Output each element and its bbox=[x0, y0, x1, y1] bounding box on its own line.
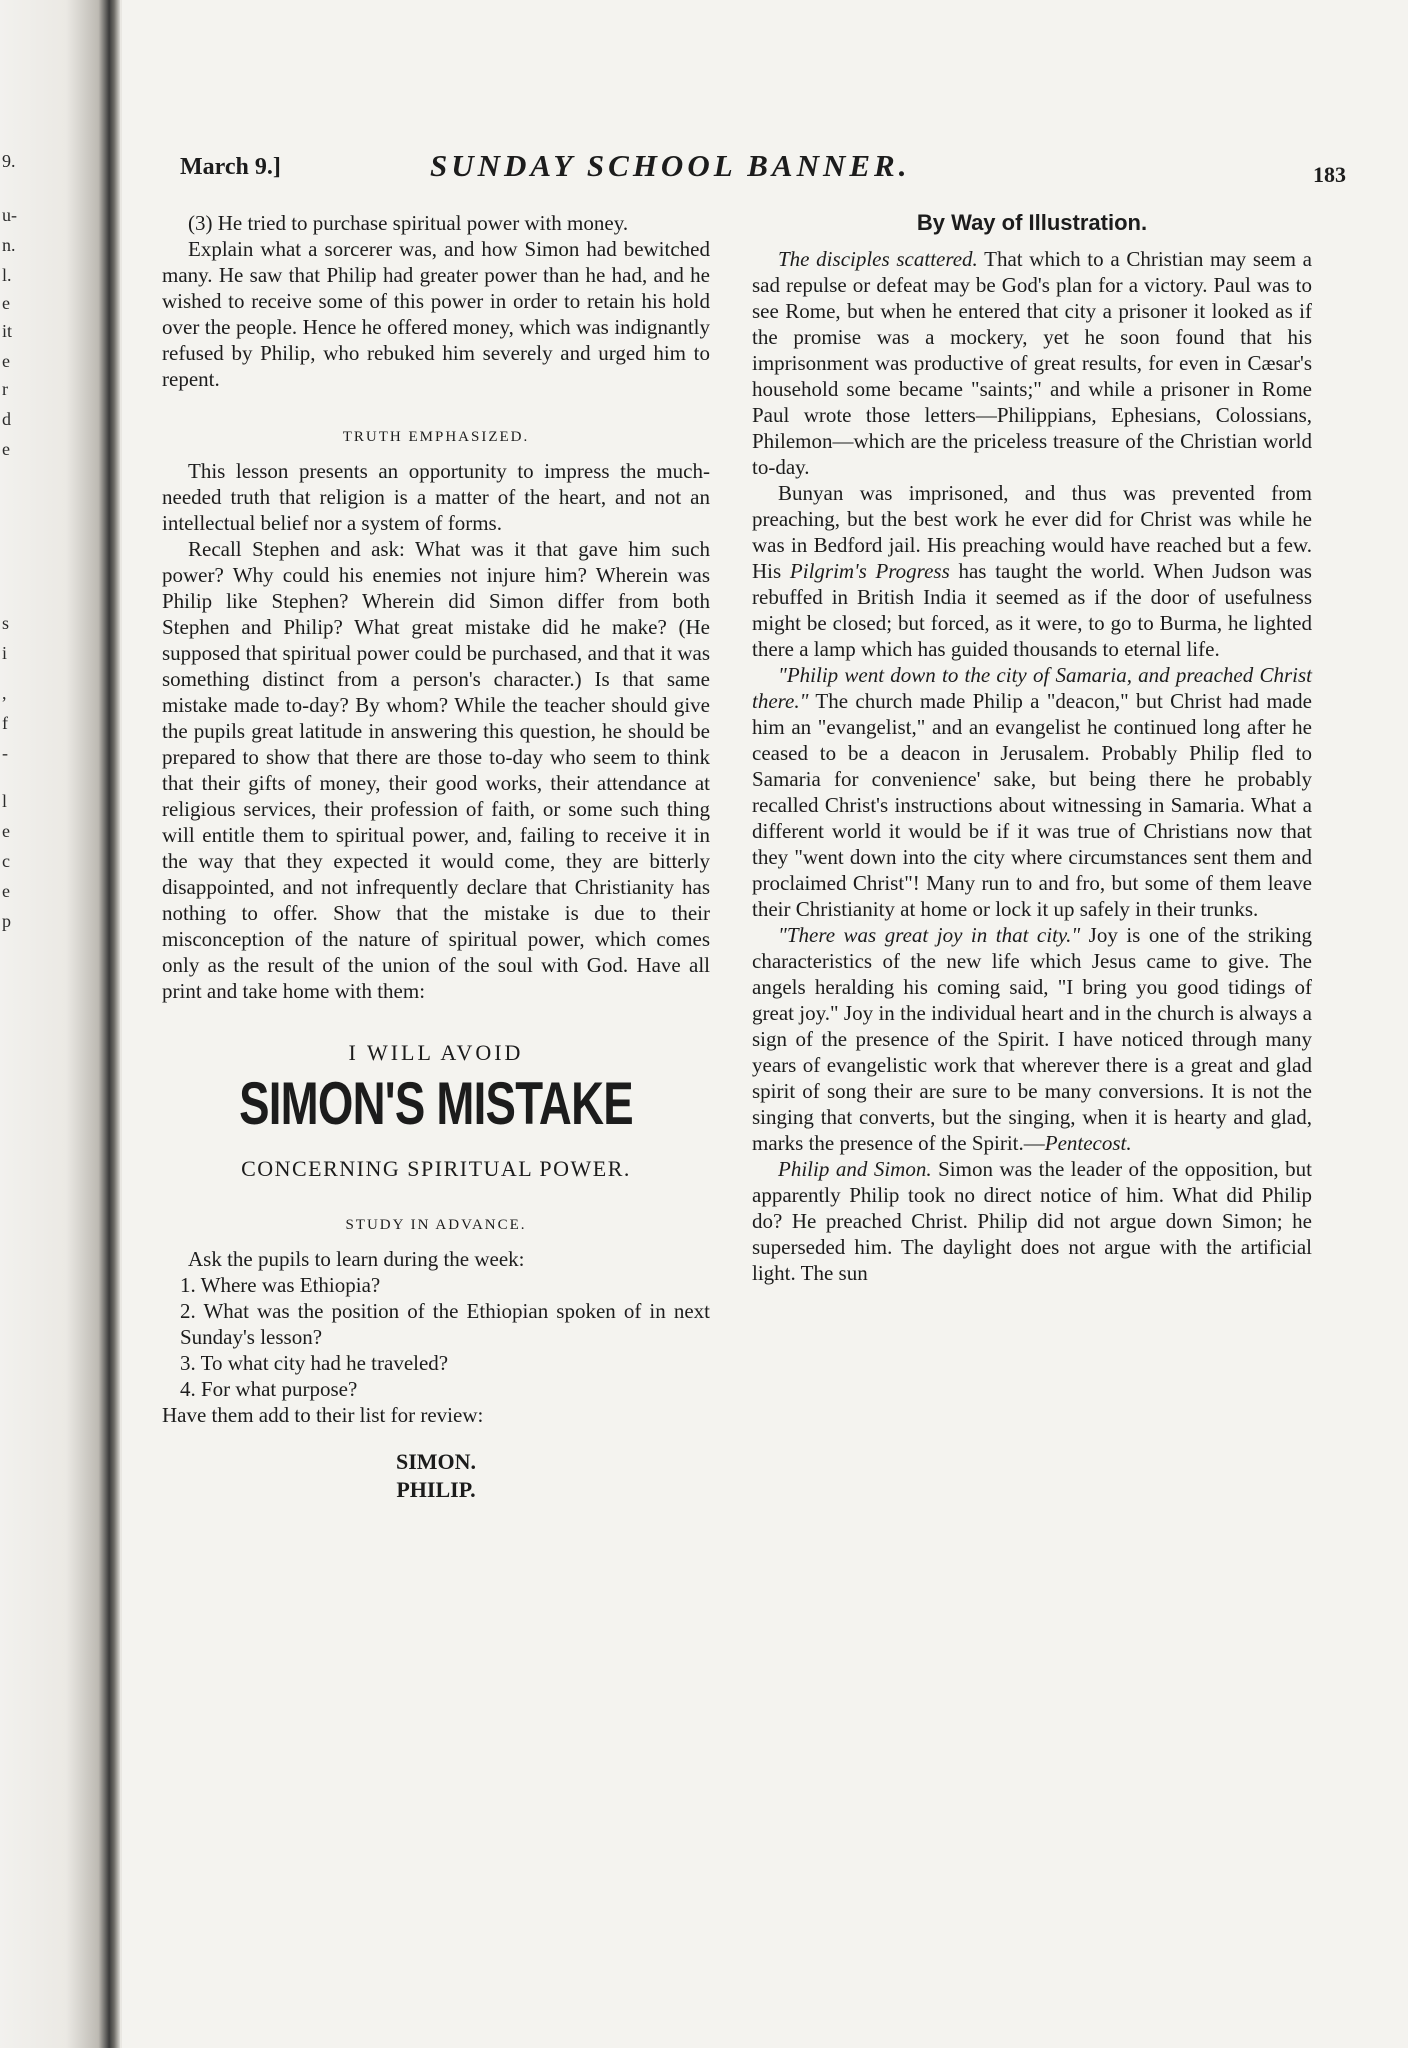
previous-page-fragment-char: r bbox=[2, 379, 8, 399]
study-item: 1. Where was Ethiopia? bbox=[180, 1273, 381, 1297]
previous-page-fragment-char: , bbox=[2, 683, 7, 703]
paragraph: Explain what a sorcerer was, and how Simon had bewitched many. He saw that Philip had greater power than he had, and he wished to receive some of this power in order to retain his hold over the people. Hence he offered money, which was indignantly refused by Philip, who rebuked him severely and urged him to repent. bbox=[162, 237, 710, 391]
previous-page-fragment-char: l. bbox=[2, 265, 12, 285]
previous-page-fragment-char: s bbox=[2, 613, 10, 633]
page bbox=[122, 0, 1408, 2048]
paragraph-lead: "Philip went down to the city of Samaria, and preached Christ there." bbox=[752, 663, 1312, 713]
poster-title: SIMON'S MISTAKE bbox=[239, 1070, 633, 1137]
paragraph-body: Simon was the leader of the opposition, but apparently Philip took no direct notice of him. What did Philip do? He preached Christ. Philip did not argue down Simon; he superseded him. The daylight does not argue with the artificial light. The sun bbox=[752, 1157, 1312, 1285]
previous-page-fragment-char: p bbox=[2, 911, 11, 931]
book-title: Pilgrim's Progress bbox=[789, 559, 950, 583]
paragraph bbox=[752, 1156, 1312, 1286]
previous-page-fragment-char: i bbox=[2, 643, 8, 663]
paragraph bbox=[752, 480, 1312, 662]
previous-page-fragment-char: - bbox=[2, 743, 8, 763]
previous-page-fragment-char: e bbox=[2, 821, 10, 841]
study-item: 4. For what purpose? bbox=[180, 1377, 358, 1401]
paragraph: This lesson presents an opportunity to impress the much-needed truth that religion is a matter of the heart, and not an intellectual belief nor a system of forms. bbox=[162, 459, 710, 535]
paragraph-body: Joy is one of the striking characteristics of the new life which Jesus came to give. The angels heralding his coming said, "I bring you good tidings of great joy." Joy in the individual heart and in the church is always a sign of the presence of the Spirit. I have noticed through many years of evangelistic work that wherever there is a great and glad spirit of song their are sure to be many conversions. It is not the singing that converts, but the singing, when it is hearty and glad, marks the presence of the Spirit.— bbox=[752, 923, 1312, 1155]
previous-page-fragment-char: n. bbox=[2, 235, 16, 255]
previous-page-fragment-char: f bbox=[2, 713, 8, 733]
poster-line-3: CONCERNING SPIRITUAL POWER. bbox=[241, 1156, 631, 1181]
paragraph-body: has taught the world. When Judson was rebuffed in British India it seemed as if the door of usefulness might be closed; but forced, as it were, to go to Burma, he lighted there a lamp which has guided thousands to eternal life. bbox=[752, 559, 1312, 661]
previous-page-fragment-char: e bbox=[2, 351, 10, 371]
previous-page-fragment-char: l bbox=[2, 791, 8, 811]
previous-page-fragment bbox=[0, 0, 20, 2048]
previous-page-fragment-char: 9. bbox=[2, 151, 16, 171]
paragraph: Recall Stephen and ask: What was it that gave him such power? Why could his enemies not injure him? Wherein was Philip like Stephen? Wherein did Simon differ from both Stephen and Philip? What great mistake did he make? (He supposed that spiritual power could be purchased, and that it was something distinct from a person's character.) Is that same mistake made to-day? By whom? While the teacher should give the pupils great latitude in answering this question, he should be prepared to show that there are those to-day who seem to think that their gifts of money, their good works, their attendance at religious services, their profession of faith, or some such thing will entitle them to spiritual power, and, failing to receive it in the way that they expected it would come, they are bitterly disappointed, and not infrequently declare that Christianity has nothing to offer. Show that the mistake is due to their misconception of the nature of spiritual power, which comes only as the result of the union of the soul with God. Have all print and take home with them: bbox=[162, 537, 710, 1003]
study-intro: Ask the pupils to learn during the week: bbox=[188, 1247, 525, 1271]
running-header bbox=[180, 148, 1350, 198]
paragraph bbox=[752, 246, 1312, 480]
previous-page-fragment-char: c bbox=[2, 851, 10, 871]
left-column bbox=[162, 210, 710, 1504]
header-date: March 9.] bbox=[180, 154, 281, 180]
illustration-heading: By Way of Illustration. bbox=[916, 210, 1148, 235]
previous-page-fragment-char: e bbox=[2, 881, 10, 901]
paragraph-body: Bunyan was imprisoned, and thus was prevented from preaching, but the best work he ever did for Christ was while he was in Bedford jail. His preaching would have reached but a few. His bbox=[752, 481, 1312, 583]
paragraph-body: That which to a Christian may seem a sad repulse or defeat may be God's plan for a victory. Paul was to see Rome, but when he entered that city a prisoner it looked as if the promise was a mockery, yet he soon found that his imprisonment was productive of great results, for even in Cæsar's household some became "saints;" and while a prisoner in Rome Paul wrote those letters—Philippians, Ephesians, Colossians, Philemon—which are the priceless treasure of the Christian world to-day. bbox=[752, 247, 1313, 479]
right-column bbox=[752, 210, 1312, 1286]
paragraph-lead: "There was great joy in that city." bbox=[778, 923, 1081, 947]
page-number: 183 bbox=[1313, 162, 1346, 187]
previous-page-fragment-char: u- bbox=[2, 205, 17, 225]
study-in-advance-heading: STUDY IN ADVANCE. bbox=[345, 1217, 527, 1233]
previous-page-fragment-char: d bbox=[2, 409, 11, 429]
poster-line-1: I WILL AVOID bbox=[348, 1040, 524, 1065]
header-title: SUNDAY SCHOOL BANNER. bbox=[430, 148, 911, 183]
paragraph bbox=[752, 922, 1312, 1156]
previous-page-fragment-char: e bbox=[2, 439, 10, 459]
paragraph: (3) He tried to purchase spiritual power with money. bbox=[188, 211, 629, 235]
source-citation: Pentecost. bbox=[1044, 1131, 1132, 1155]
review-name-philip: PHILIP. bbox=[396, 1477, 476, 1502]
review-intro: Have them add to their list for review: bbox=[162, 1403, 484, 1427]
paragraph-lead: The disciples scattered. bbox=[778, 247, 978, 271]
truth-emphasized-heading: TRUTH EMPHASIZED. bbox=[342, 429, 530, 445]
study-item: 3. To what city had he traveled? bbox=[180, 1351, 449, 1375]
review-name-simon: SIMON. bbox=[395, 1449, 477, 1474]
paragraph-body: The church made Philip a "deacon," but Christ had made him an "evangelist," and an evangelist he continued long after he ceased to be a deacon in Jerusalem. Probably Philip fled to Samaria for convenience' sake, but being there he probably recalled Christ's instructions about witnessing in Samaria. What a different world it would be if it was true of Christians now that they "went down into the city where circumstances sent them and proclaimed Christ"! Many run to and fro, but some of them leave their Christianity at home or lock it up safely in their trunks. bbox=[752, 689, 1312, 921]
previous-page-fragment-char: it bbox=[2, 321, 13, 341]
study-item: 2. What was the position of the Ethiopian spoken of in next Sunday's lesson? bbox=[180, 1299, 710, 1349]
paragraph bbox=[752, 662, 1312, 922]
paragraph-lead: Philip and Simon. bbox=[778, 1157, 932, 1181]
review-list bbox=[162, 1448, 710, 1504]
previous-page-fragment-char: e bbox=[2, 293, 10, 313]
